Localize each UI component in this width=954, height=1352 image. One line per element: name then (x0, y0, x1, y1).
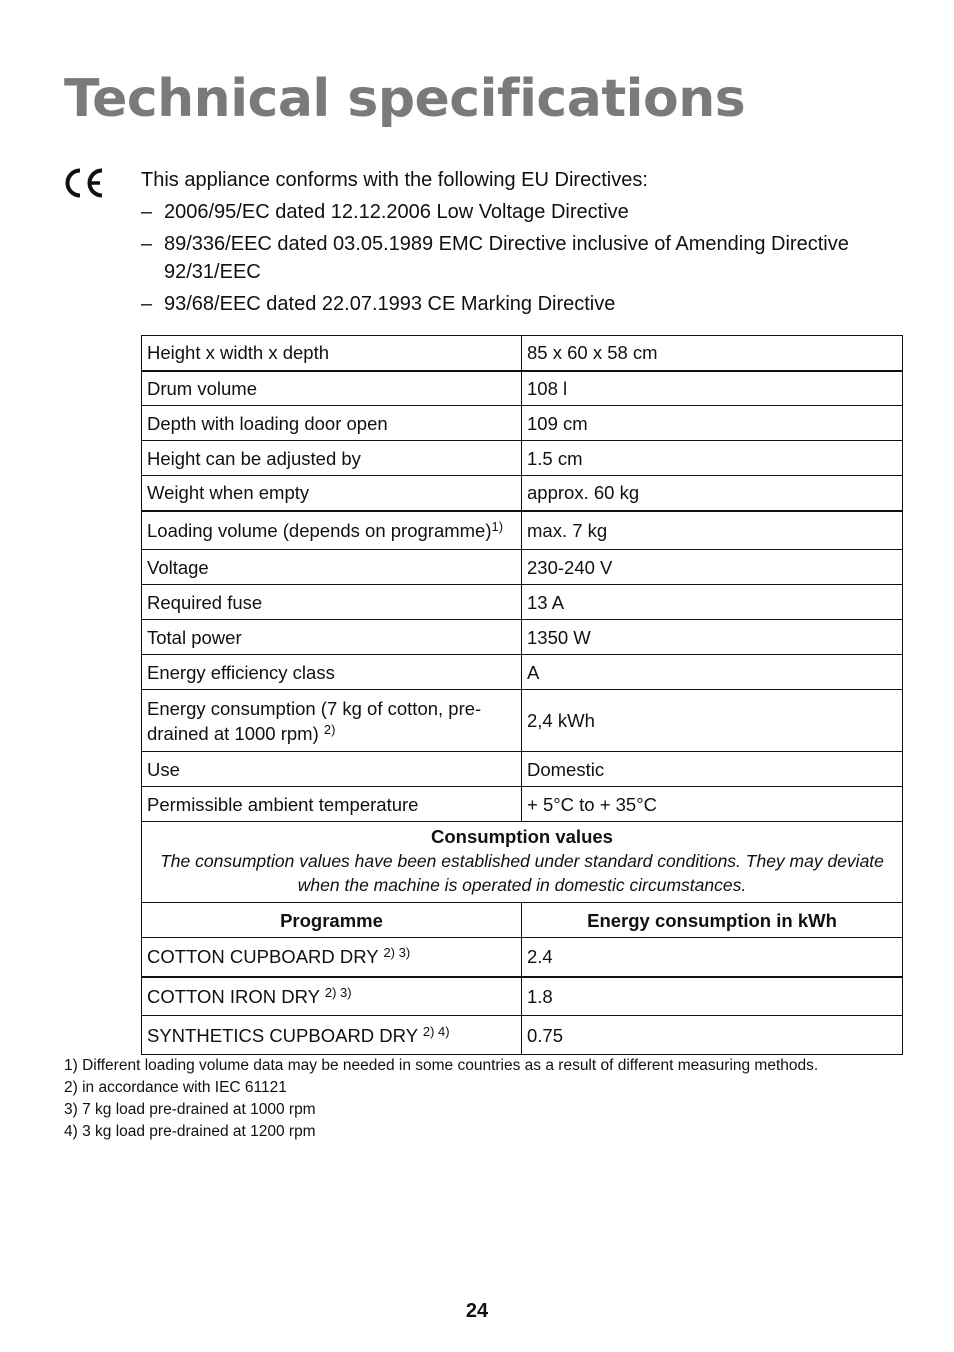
list-dash: – (141, 201, 153, 223)
directive-item: – 2006/95/EC dated 12.12.2006 Low Voltage Directive (141, 198, 921, 226)
spec-label: Use (142, 752, 522, 787)
consumption-header-row (142, 822, 903, 903)
spec-label: Energy efficiency class (142, 655, 522, 690)
spec-label: Depth with loading door open (142, 406, 522, 441)
table-row (142, 336, 903, 371)
table-row (142, 787, 903, 822)
list-dash: – (141, 293, 153, 315)
spec-label: Height can be adjusted by (142, 441, 522, 476)
spec-label: Height x width x depth (142, 336, 522, 371)
table-row (142, 752, 903, 787)
spec-value: 2,4 kWh (522, 690, 903, 752)
spec-value: 1.5 cm (522, 441, 903, 476)
programme-name: SYNTHETICS CUPBOARD DRY $^{2) 4)}$ (142, 1016, 522, 1055)
footnote: 2) in accordance with IEC 61121 (64, 1079, 287, 1096)
footnote-ref: 2) 3) (324, 984, 352, 1000)
directive-item: – 93/68/EEC dated 22.07.1993 CE Marking Directive (141, 290, 921, 318)
column-header-programme: Programme (142, 903, 522, 938)
page-number: 24 (465, 1300, 489, 1322)
ce-mark-icon (63, 166, 105, 200)
footnote-ref: 2) (323, 721, 336, 737)
spec-label: Energy consumption (7 kg of cotton, pre-drained at 1000 rpm) $^{2)}$ (142, 690, 522, 752)
list-dash: – (141, 233, 153, 255)
spec-label: Permissible ambient temperature (142, 787, 522, 822)
footnote: 4) 3 kg load pre-drained at 1200 rpm (64, 1123, 316, 1140)
spec-value: Domestic (522, 752, 903, 787)
footnotes (64, 1055, 924, 1143)
table-row (142, 511, 903, 550)
spec-value: + 5°C to + 35°C (522, 787, 903, 822)
footnote-ref: 1) (491, 518, 504, 534)
spec-label: Weight when empty (142, 476, 522, 511)
table-row (142, 371, 903, 406)
spec-value: 109 cm (522, 406, 903, 441)
directives-lead: This appliance conforms with the following EU Directives: (141, 169, 648, 191)
table-row (142, 585, 903, 620)
table-row (142, 938, 903, 977)
table-row (142, 620, 903, 655)
energy-value: 2.4 (522, 938, 903, 977)
page-title: Technical specifications (64, 69, 746, 129)
spec-value: 85 x 60 x 58 cm (522, 336, 903, 371)
spec-label: Total power (142, 620, 522, 655)
consumption-note: The consumption values have been established under standard conditions. They may deviate when the machine is operated in domestic circumstances. (160, 851, 884, 895)
footnote: 3) 7 kg load pre-drained at 1000 rpm (64, 1101, 316, 1118)
table-row (142, 655, 903, 690)
specifications-table (141, 335, 903, 1055)
footnote-ref: 2) 4) (422, 1023, 450, 1039)
spec-value: 1350 W (522, 620, 903, 655)
table-row (142, 977, 903, 1016)
directive-list (141, 198, 921, 318)
consumption-title: Consumption values (431, 826, 613, 847)
table-row (142, 406, 903, 441)
spec-label: Required fuse (142, 585, 522, 620)
spec-value: max. 7 kg (522, 511, 903, 550)
programme-name: COTTON CUPBOARD DRY $^{2) 3)}$ (142, 938, 522, 977)
footnote: 1) Different loading volume data may be needed in some countries as a result of different measuring methods. (64, 1057, 819, 1074)
table-row (142, 550, 903, 585)
programme-name: COTTON IRON DRY $^{2) 3)}$ (142, 977, 522, 1016)
table-row (142, 476, 903, 511)
consumption-header (142, 822, 903, 903)
spec-value: approx. 60 kg (522, 476, 903, 511)
spec-value: 108 l (522, 371, 903, 406)
spec-value: A (522, 655, 903, 690)
table-row (142, 1016, 903, 1055)
spec-label: Voltage (142, 550, 522, 585)
table-row (142, 441, 903, 476)
column-header-row (142, 903, 903, 938)
directives-section (141, 166, 921, 322)
spec-label: Drum volume (142, 371, 522, 406)
spec-value: 13 A (522, 585, 903, 620)
energy-value: 0.75 (522, 1016, 903, 1055)
table-row (142, 690, 903, 752)
spec-label: Loading volume (depends on programme)$^{1)}$ (142, 511, 522, 550)
energy-value: 1.8 (522, 977, 903, 1016)
directive-item: – 89/336/EEC dated 03.05.1989 EMC Directive inclusive of Amending Directive 92/31/EEC (141, 230, 921, 286)
footnote-ref: 2) 3) (383, 945, 411, 961)
column-header-energy: Energy consumption in kWh (522, 903, 903, 938)
spec-value: 230-240 V (522, 550, 903, 585)
